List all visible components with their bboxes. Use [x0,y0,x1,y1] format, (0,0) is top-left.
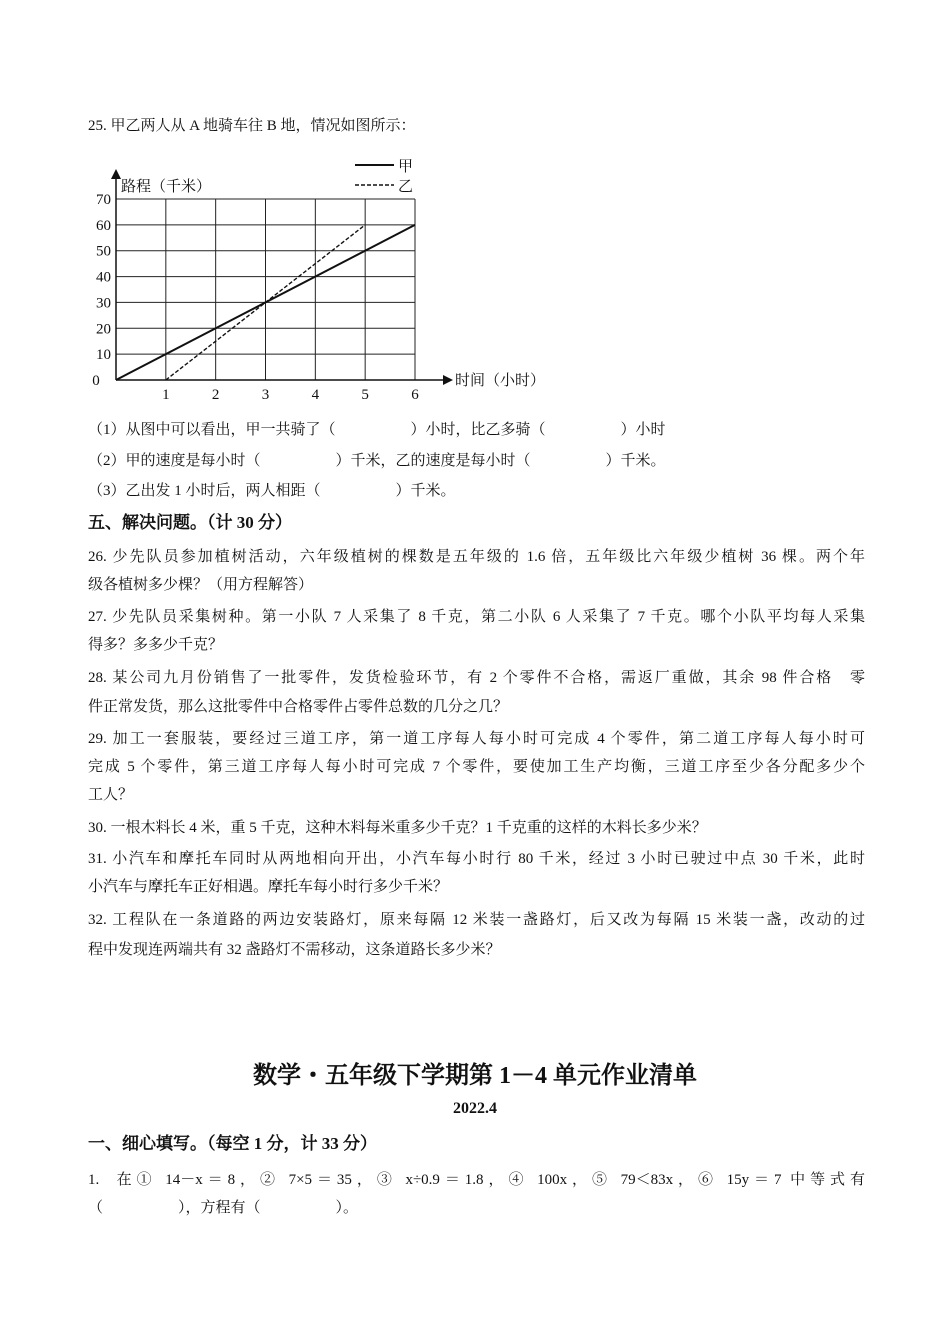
y-axis-arrow-icon [111,169,121,179]
question-26-line: 级各植树多少棵？（用方程解答） [88,577,314,593]
section1-heading: 一、细心填写。（每空 1 分，计 33 分） [88,1134,377,1153]
y-tick-label: 60 [96,217,111,234]
y-tick-label: 20 [96,321,111,338]
x-tick-label: 4 [311,387,320,403]
question-27-line: 得多？多多少千克？ [88,637,224,653]
x-tick-label: 5 [361,387,369,403]
q1-line-1: 1. 在① 14－x＝8，② 7×5＝35，③ x÷0.9＝1.8，④ 100x，⑤ 79＜83x，⑥ 15y＝7 中等式有 [88,1172,865,1188]
y-tick-label: 10 [96,347,111,364]
q25-sub-2: （2）甲的速度是每小时（ ）千米，乙的速度是每小时（ ）千米。 [88,453,666,469]
x-tick-label: 6 [411,387,419,403]
section5-heading: 五、解决问题。（计 30 分） [88,513,292,532]
question-29-line: 工人？ [88,787,134,803]
y-tick-label: 70 [96,192,111,208]
y-axis-label: 路程（千米） [121,179,212,195]
question-28-line: 件正常发货，那么这批零件中合格零件占零件总数的几分之几？ [88,699,509,715]
question-30-line: 30. 一根木料长 4 米，重 5 千克，这种木料每米重多少千克？1 千克重的这样的木料长多少米？ [88,820,707,836]
x-tick-label: 3 [261,387,270,403]
x-tick-label: 0 [92,373,100,389]
distance-time-chart [80,150,560,405]
legend-label: 甲 [398,159,414,175]
y-tick-label: 40 [96,269,111,286]
question-31-line: 31. 小汽车和摩托车同时从两地相向开出，小汽车每小时行 80 千米，经过 3 小时已驶过中点 30 千米，此时 [88,851,865,867]
q1-line-2: （ ），方程有（ ）。 [88,1200,359,1216]
x-axis-arrow-icon [443,375,453,385]
worksheet-title: 数学・五年级下学期第 1－4 单元作业清单 [253,1063,697,1089]
q25-sub-1: （1）从图中可以看出，甲一共骑了（ ）小时，比乙多骑（ ）小时 [88,422,666,438]
question-32-line: 程中发现连两端共有 32 盏路灯不需移动，这条道路长多少米？ [88,942,501,958]
q25-sub-3: （3）乙出发 1 小时后，两人相距（ ）千米。 [88,483,456,499]
y-tick-label: 30 [96,295,111,312]
question-26-line: 26. 少先队员参加植树活动，六年级植树的棵数是五年级的 1.6 倍，五年级比六年级少植树 36 棵。两个年 [88,549,865,565]
question-29-line: 29. 加工一套服装，要经过三道工序，第一道工序每人每小时可完成 4 个零件，第二道工序每人每小时可 [88,731,865,747]
y-tick-label: 50 [96,243,111,260]
legend-label: 乙 [398,179,414,195]
question-28-line: 28. 某公司九月份销售了一批零件，发货检验环节，有 2 个零件不合格，需返厂重做，其余 98 件合格 零 [88,670,865,686]
q25-stem: 25. 甲乙两人从 A 地骑车往 B 地，情况如图所示： [88,118,416,134]
x-axis-label: 时间（小时） [455,373,546,389]
question-29-line: 完成 5 个零件，第三道工序每人每小时可完成 7 个零件，要使加工生产均衡，三道工序至少各分配多少个 [88,759,865,775]
question-27-line: 27. 少先队员采集树种。第一小队 7 人采集了 8 千克，第二小队 6 人采集了 7 千克。哪个小队平均每人采集 [88,609,865,625]
question-31-line: 小汽车与摩托车正好相遇。摩托车每小时行多少千米？ [88,879,449,895]
x-tick-label: 1 [162,387,170,403]
x-tick-label: 2 [211,387,220,403]
worksheet-date: 2022.4 [453,1100,497,1117]
question-32-line: 32. 工程队在一条道路的两边安装路灯，原来每隔 12 米装一盏路灯，后又改为每隔 15 米装一盏，改动的过 [88,912,865,928]
